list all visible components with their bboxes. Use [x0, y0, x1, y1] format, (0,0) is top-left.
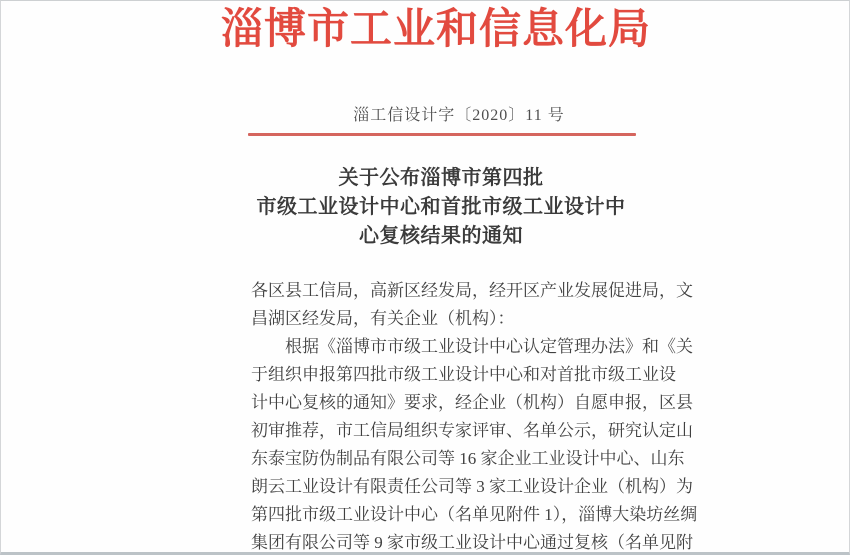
body-text-line: 东泰宝防伪制品有限公司等 16 家企业工业设计中心、山东: [251, 449, 685, 468]
document-title-line: 市级工业设计中心和首批市级工业设计中: [256, 196, 626, 218]
body-text-line: 于组织申报第四批市级工业设计中心和对首批市级工业设: [251, 365, 676, 384]
document-number: 淄工信设计字〔2020〕11 号: [353, 107, 565, 124]
body-text-line: 计中心复核的通知》要求，经企业（机构）自愿申报，区县: [251, 393, 693, 412]
body-text-line: 根据《淄博市市级工业设计中心认定管理办法》和《关: [285, 337, 693, 356]
body-text-line: 初审推荐，市工信局组织专家评审、名单公示，研究认定山: [251, 421, 693, 440]
body-text-line: 朗云工业设计有限责任公司等 3 家工业设计企业（机构）为: [251, 477, 693, 496]
body-text-line: 昌湖区经发局，有关企业（机构）：: [251, 309, 515, 328]
agency-letterhead: 淄博市工业和信息化局: [220, 7, 651, 53]
document-content-column: [220, 1, 698, 555]
document-title-line: 心复核结果的通知: [359, 225, 523, 247]
document-title-line: 关于公布淄博市第四批: [338, 167, 544, 189]
letterhead-divider-rule: [248, 133, 636, 136]
document-title: [206, 164, 676, 251]
document-body: [251, 277, 698, 555]
body-text-line: 集团有限公司等 9 家市级工业设计中心通过复核（名单见附: [251, 533, 693, 552]
body-text-line: 第四批市级工业设计中心（名单见附件 1），淄博大染坊丝绸: [251, 505, 698, 524]
body-text-line: 各区县工信局，高新区经发局，经开区产业发展促进局，文: [251, 281, 693, 300]
